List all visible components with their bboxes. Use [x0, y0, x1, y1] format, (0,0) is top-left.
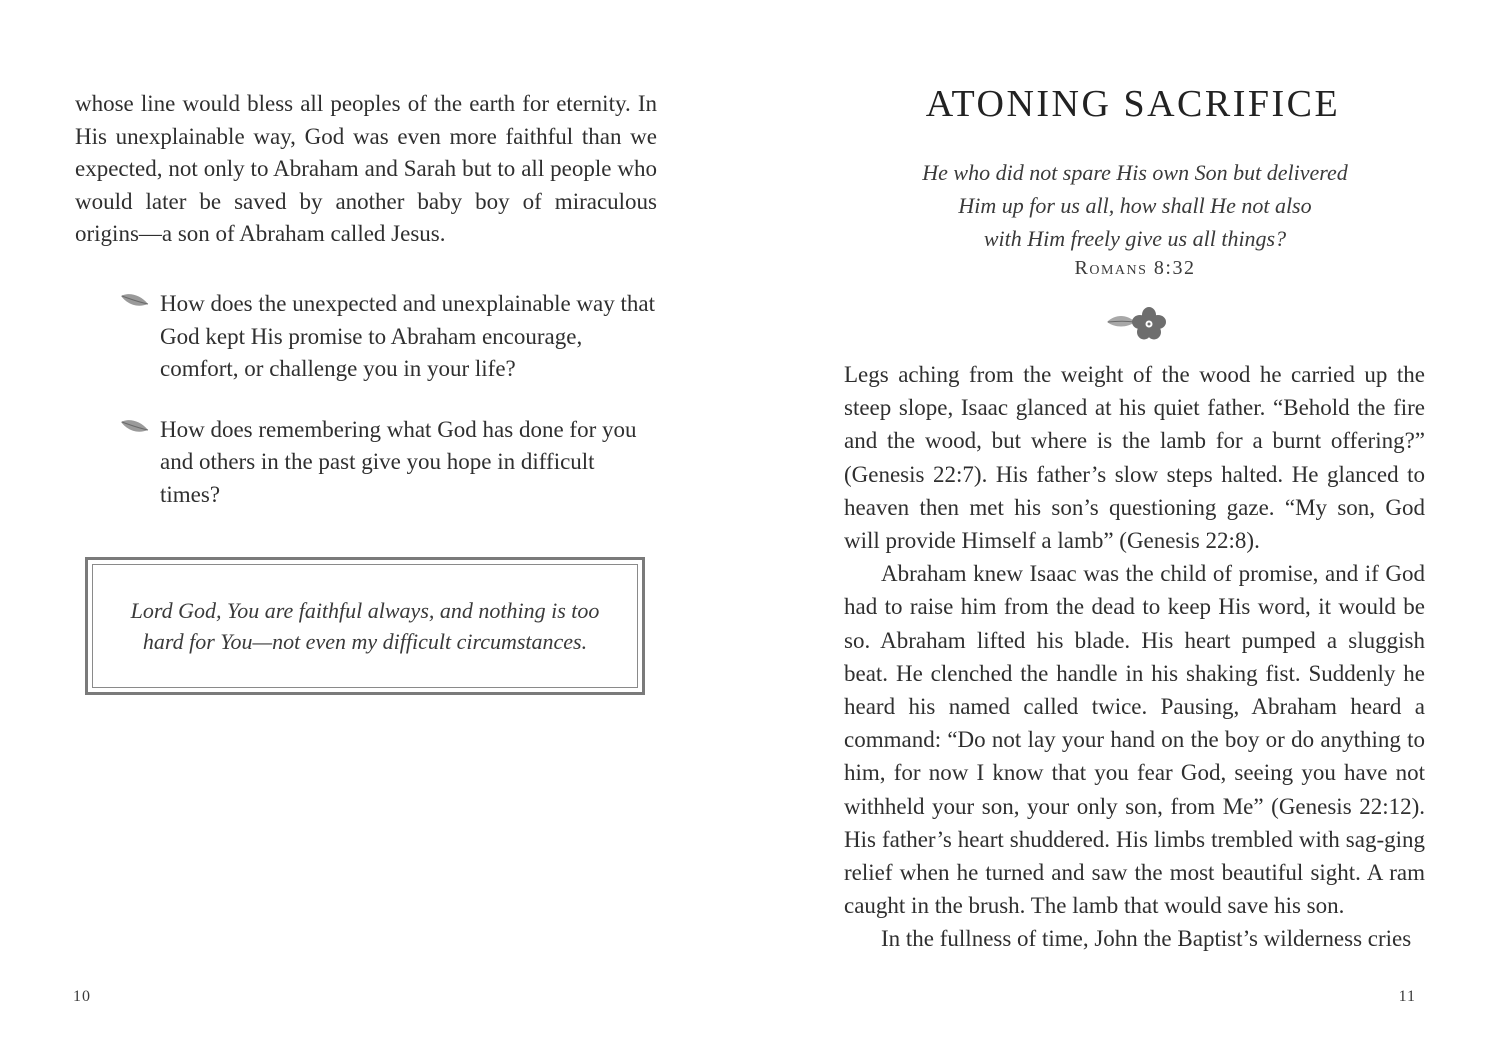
- reflection-questions: [120, 288, 660, 539]
- verse-reference: Romans 8:32: [1074, 257, 1196, 279]
- prayer-box: [85, 557, 645, 695]
- body-paragraph: Legs aching from the weight of the wood he carried up the steep slope, Isaac glanced at his quiet father. “Behold the fire and the wood, but where is the lamb for a burnt offering?” (Genesis 22:7). His father’s slow steps halted. He glanced to heaven then met his son’s questioning gaze. “My son, God will provide Himself a lamb” (Genesis 22:8).: [844, 362, 1425, 554]
- body-paragraph: In the fullness of time, John the Baptist’s wilderness cries: [881, 926, 1412, 952]
- verse-line: with Him freely give us all things?: [983, 226, 1287, 251]
- question-item: [120, 414, 660, 512]
- prayer-text: Lord God, You are faithful always, and nothing is too hard for You—not even my difficult circumstances.: [130, 598, 600, 654]
- left-paragraph: whose line would bless all peoples of the earth for eternity. In His unexplainable way, God was even more faithful than we expected, not only to Abraham and Sarah but to all people who would later be saved by another baby boy of miraculous origins—a son of Abraham called Jesus.: [75, 91, 657, 246]
- prayer-box-inner: [92, 564, 638, 688]
- question-text: How does the unexpected and unexplainable way that God kept His promise to Abraham encourage, comfort, or challenge you in your life?: [160, 291, 655, 381]
- chapter-title: ATONING SACRIFICE: [925, 83, 1341, 125]
- verse-line: He who did not spare His own Son but delivered: [922, 160, 1348, 185]
- body-paragraph: Abraham knew Isaac was the child of promise, and if God had to raise him from the dead to keep His word, it would be so. Abraham lifted his blade. His heart pumped a sluggish beat. He clenched the handle in his shaking fist. Suddenly he heard his named called twice. Pausing, Abraham heard a command: “Do not lay your hand on the boy or do anything to him, for now I know that you fear God, seeing you have not withheld your son, your only son, from Me” (Genesis 22:12). His father’s heart shuddered. His limbs trembled with sag-ging relief when he turned and saw the most beautiful sight. A ram caught in the brush. The lamb that would save his son.: [844, 561, 1425, 919]
- right-body-text: [844, 358, 1425, 956]
- leaf-icon: [120, 292, 150, 310]
- page-number-right: 11: [1398, 988, 1416, 1005]
- left-body-text: [75, 88, 657, 251]
- leaf-icon: [120, 418, 150, 436]
- right-page: [750, 0, 1500, 1050]
- page-number-left: 10: [73, 988, 91, 1005]
- question-item: [120, 288, 660, 386]
- verse-line: Him up for us all, how shall He not also: [958, 193, 1312, 218]
- flower-ornament-icon: [1105, 306, 1167, 342]
- question-text: How does remembering what God has done for you and others in the past give you hope in difficult times?: [160, 416, 637, 507]
- epigraph-verse: [910, 156, 1360, 280]
